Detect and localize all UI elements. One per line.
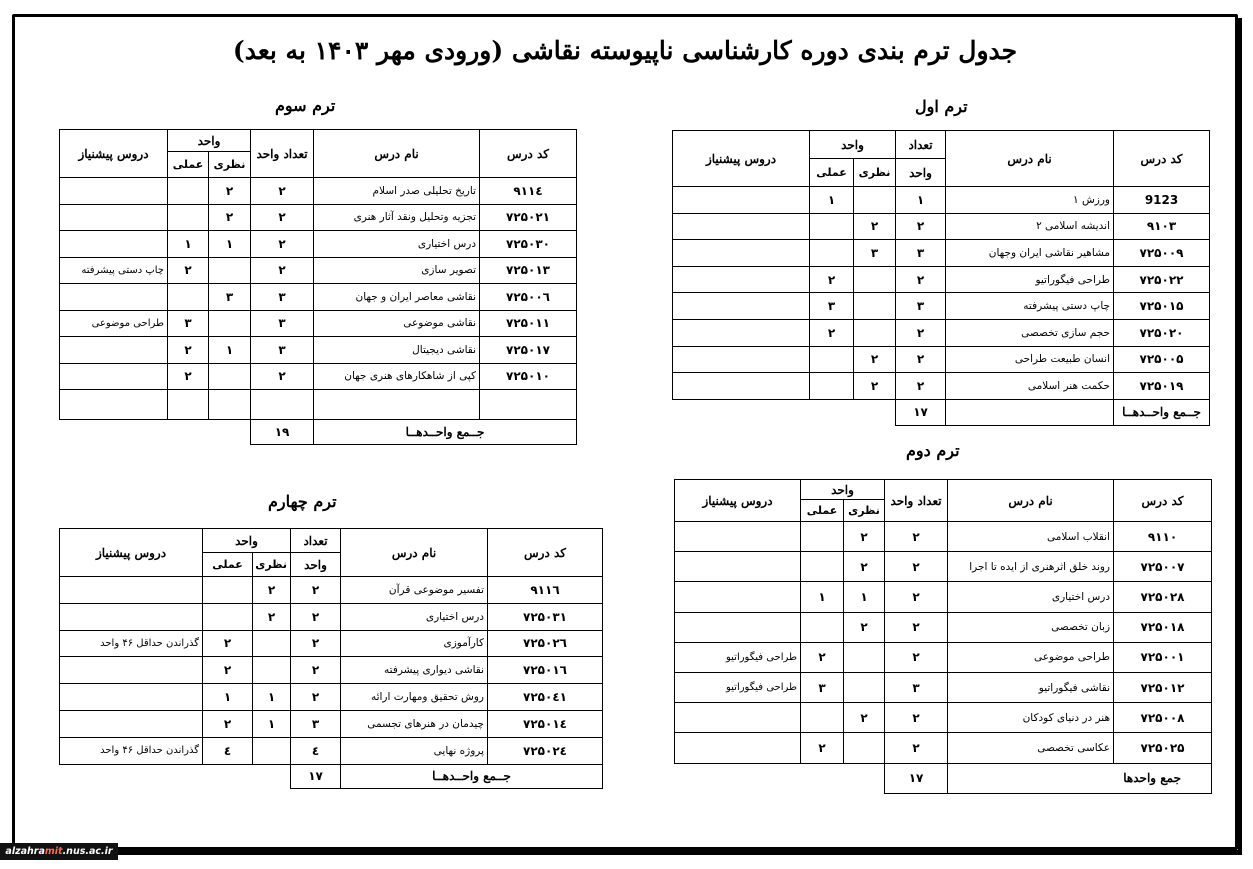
header-name: نام درس [341,529,488,577]
cell-practical: ۱ [810,187,854,214]
watermark-highlight: mit [44,846,63,857]
header-practical: عملی [168,152,209,178]
term-1-table [672,130,1210,426]
cell-code: ۷۲۵۰۳۱ [488,603,603,630]
term-2-title: ترم دوم [906,441,960,460]
cell-practical [168,178,209,205]
table-row [60,363,577,390]
cell-count: ۲ [251,231,314,258]
table-row [60,178,577,205]
empty-row [60,390,577,420]
cell-practical: ۳ [810,293,854,320]
total-row [60,764,603,788]
cell-prereq [673,266,810,293]
cell-name: انسان طبیعت طراحی [946,346,1114,373]
cell-practical [801,612,844,642]
total-label: جــمع واحــدهــا [341,764,603,788]
cell-name: انقلاب اسلامی [948,522,1114,552]
cell-practical: ۲ [810,266,854,293]
cell-prereq [673,213,810,240]
cell-count: ۲ [896,319,946,346]
header-code: کد درس [1114,480,1212,522]
cell-prereq [60,657,203,684]
cell-code: ۷۲۵۰۲۱ [480,204,577,231]
table-row [60,710,603,737]
header-code: کد درس [480,130,577,178]
cell-name: زبان تخصصی [948,612,1114,642]
cell-name: حجم سازی تخصصی [946,319,1114,346]
cell-name: تاریخ تحلیلی صدر اسلام [314,178,480,205]
table-row [60,310,577,337]
cell-prereq [60,363,168,390]
header-name: نام درس [946,131,1114,187]
cell-theory [854,187,896,214]
header-name: نام درس [948,480,1114,522]
cell-prereq [673,187,810,214]
term-4-table [59,528,603,789]
total-label: جمع واحدها [948,763,1212,793]
cell-prereq: طراحی فیگوراتیو [675,672,801,702]
site-watermark [0,843,118,860]
cell-theory: ۱ [253,684,291,711]
cell-code: ۷۲۵۰۱۲ [1114,672,1212,702]
table-row [60,603,603,630]
header-count-top: تعداد [291,529,341,553]
term-4-title: ترم چهارم [268,492,337,511]
cell-code: ۷۲۵۰۱۱ [480,310,577,337]
cell-prereq [675,582,801,612]
cell-count: ۲ [885,612,948,642]
cell-practical: ۱ [801,582,844,612]
cell-count: ۲ [291,577,341,604]
cell-practical: ۲ [203,630,253,657]
cell-theory: ۲ [844,522,885,552]
cell-theory: ۲ [253,603,291,630]
cell-theory [844,672,885,702]
term-2-table [674,479,1212,794]
cell-name: حکمت هنر اسلامی [946,373,1114,400]
cell-practical: ۳ [168,310,209,337]
table-row [673,213,1210,240]
table-row [673,266,1210,293]
table-row [60,577,603,604]
cell-count: ۲ [291,630,341,657]
cell-count: ۲ [251,257,314,284]
term-1-title: ترم اول [915,97,968,116]
table-row [673,373,1210,400]
cell-count: ۲ [885,642,948,672]
cell-code: ۷۲۵۰۳۰ [480,231,577,258]
table-row [60,257,577,284]
table-row [675,733,1212,763]
cell-name: تصویر سازی [314,257,480,284]
cell-count: ۲ [885,552,948,582]
header-count-bottom: واحد [896,159,946,187]
table-row [675,552,1212,582]
cell-prereq [673,346,810,373]
cell-practical: ۲ [801,733,844,763]
cell-theory [854,293,896,320]
cell-practical [801,522,844,552]
header-prereq: دروس پیشنیاز [60,529,203,577]
header-theory: نظری [253,553,291,577]
cell-theory [209,363,251,390]
cell-name: درس اختیاری [341,603,488,630]
cell-theory: ۲ [844,703,885,733]
header-units: واحد [168,130,251,152]
cell-name: درس اختیاری [314,231,480,258]
header-code: کد درس [1114,131,1210,187]
cell-theory: ۲ [844,612,885,642]
cell-practical: ۳ [801,672,844,702]
cell-code: ۷۲۵۰۱۸ [1114,612,1212,642]
header-code: کد درس [488,529,603,577]
cell-name: نقاشی موضوعی [314,310,480,337]
cell-name: نقاشی معاصر ایران و جهان [314,284,480,311]
cell-prereq [675,522,801,552]
cell-prereq [60,204,168,231]
total-row [60,420,577,445]
cell-practical [810,373,854,400]
cell-prereq: طراحی فیگوراتیو [675,642,801,672]
cell-count: ۳ [896,240,946,267]
cell-count: ۲ [291,684,341,711]
cell-name: طراحی موضوعی [948,642,1114,672]
cell-practical: ٤ [203,737,253,764]
cell-count: ۲ [291,603,341,630]
header-theory: نظری [844,500,885,522]
cell-name: نقاشی فیگوراتیو [948,672,1114,702]
cell-theory: ۲ [209,178,251,205]
cell-name: روش تحقیق ومهارت ارائه [341,684,488,711]
table-row [675,522,1212,552]
cell-theory [854,319,896,346]
cell-count: ۲ [885,522,948,552]
cell-name: روند خلق اثرهنری از ایده تا اجرا [948,552,1114,582]
cell-code: ۷۲۵۰۱۷ [480,337,577,364]
page-title: جدول ترم بندی دوره کارشناسی ناپیوسته نقاشی (ورودی مهر ۱۴۰۳ به بعد) [232,36,1018,65]
cell-code: ۹۱۱۰ [1114,522,1212,552]
cell-count: ۲ [885,703,948,733]
cell-count: ۳ [251,337,314,364]
cell-theory: ۳ [854,240,896,267]
table-row [675,672,1212,702]
cell-theory [253,737,291,764]
cell-prereq [60,178,168,205]
cell-code: ۷۲۵۰٤۱ [488,684,603,711]
table-row [673,319,1210,346]
cell-theory [844,642,885,672]
cell-prereq [675,733,801,763]
header-prereq: دروس پیشنیاز [675,480,801,522]
cell-prereq: طراحی موضوعی [60,310,168,337]
cell-practical: ۱ [168,231,209,258]
cell-theory [209,310,251,337]
header-units: واحد [203,529,291,553]
cell-prereq [60,603,203,630]
cell-count: ٤ [291,737,341,764]
cell-practical: ۲ [801,642,844,672]
cell-name: درس اختیاری [948,582,1114,612]
cell-practical [810,346,854,373]
cell-prereq [60,231,168,258]
cell-name: عکاسی تخصصی [948,733,1114,763]
cell-count: ۲ [896,346,946,373]
cell-name: نقاشی دیجیتال [314,337,480,364]
table-row [675,703,1212,733]
header-units: واحد [801,480,885,500]
frame-shadow-bottom [18,850,1240,855]
cell-count: ۲ [251,363,314,390]
cell-theory: ۲ [854,213,896,240]
cell-practical: ۲ [168,337,209,364]
cell-code: ۷۲۵۰۰۹ [1114,240,1210,267]
table-row [673,187,1210,214]
cell-code: ۷۲۵۰۱۵ [1114,293,1210,320]
cell-code: ۷۲۵۰۰۱ [1114,642,1212,672]
cell-count: ۳ [251,284,314,311]
cell-theory: ۲ [854,373,896,400]
cell-count: ۳ [291,710,341,737]
cell-count: ۳ [251,310,314,337]
cell-prereq [673,293,810,320]
watermark-suffix: .nus.ac.ir [62,846,113,857]
cell-prereq [673,319,810,346]
cell-practical: ۲ [810,319,854,346]
cell-count: ۲ [885,582,948,612]
header-prereq: دروس پیشنیاز [673,131,810,187]
header-prereq: دروس پیشنیاز [60,130,168,178]
cell-name: چیدمان در هنرهای تجسمی [341,710,488,737]
total-row [675,763,1212,793]
cell-count: ۳ [885,672,948,702]
cell-practical: ۲ [203,657,253,684]
cell-prereq: چاپ دستی پیشرفته [60,257,168,284]
total-label: جــمع واحــدهــا [314,420,577,445]
cell-code: ۹۱۱٦ [488,577,603,604]
cell-name: مشاهیر نقاشی ایران وجهان [946,240,1114,267]
header-practical: عملی [801,500,844,522]
cell-code: ۷۲۵۰۲٤ [488,737,603,764]
cell-count: ۱ [896,187,946,214]
table-row [675,612,1212,642]
cell-name: تجزیه وتحلیل ونقد آثار هنری [314,204,480,231]
cell-practical [168,204,209,231]
table-row [60,684,603,711]
cell-theory: ۲ [253,577,291,604]
cell-name: تفسیر موضوعی قرآن [341,577,488,604]
cell-code: ۷۲۵۰۲۵ [1114,733,1212,763]
cell-prereq [60,284,168,311]
table-row [675,642,1212,672]
total-value: ۱۹ [251,420,314,445]
cell-prereq [675,612,801,642]
header-count: تعداد واحد [251,130,314,178]
cell-count: ۲ [291,657,341,684]
header-name: نام درس [314,130,480,178]
cell-prereq: گذراندن حداقل ۴۶ واحد [60,737,203,764]
cell-code: ۷۲۵۰۱٤ [488,710,603,737]
cell-theory: ۲ [844,552,885,582]
cell-name: نقاشی دیواری پیشرفته [341,657,488,684]
cell-code: ۷۲۵۰۲٦ [488,630,603,657]
cell-practical [203,603,253,630]
frame-shadow-right [1238,18,1242,855]
table-row [675,582,1212,612]
cell-practical: ۲ [203,710,253,737]
table-row [60,204,577,231]
cell-count: ۲ [251,178,314,205]
cell-theory: ۱ [209,337,251,364]
cell-code: ۷۲۵۰۰٦ [480,284,577,311]
cell-code: ۷۲۵۰۲۰ [1114,319,1210,346]
cell-code: ۹۱۱٤ [480,178,577,205]
cell-theory: ۲ [209,204,251,231]
cell-name: هنر در دنیای کودکان [948,703,1114,733]
header-theory: نظری [854,159,896,187]
table-row [60,231,577,258]
cell-code: ۷۲۵۰۱۳ [480,257,577,284]
cell-theory [209,257,251,284]
cell-prereq [673,373,810,400]
cell-theory: ۲ [854,346,896,373]
cell-practical [801,703,844,733]
cell-code: ۷۲۵۰۱۹ [1114,373,1210,400]
cell-prereq [60,684,203,711]
cell-practical [810,240,854,267]
total-label: جــمع واحــدهــا [1114,399,1210,425]
cell-count: ۲ [885,733,948,763]
header-units: واحد [810,131,896,159]
cell-theory [844,733,885,763]
cell-prereq: گذراندن حداقل ۴۶ واحد [60,630,203,657]
cell-name: پروژه نهایی [341,737,488,764]
cell-code: ۷۲۵۰۰۵ [1114,346,1210,373]
cell-code: ۷۲۵۰۱٦ [488,657,603,684]
header-practical: عملی [810,159,854,187]
header-count-bottom: واحد [291,553,341,577]
cell-prereq [60,577,203,604]
cell-theory: ۱ [209,231,251,258]
cell-practical: ۱ [203,684,253,711]
total-value: ۱۷ [885,763,948,793]
header-practical: عملی [203,553,253,577]
cell-theory: ۱ [253,710,291,737]
cell-theory [253,630,291,657]
cell-code: ۷۲۵۰۰۷ [1114,552,1212,582]
cell-code: ۹۱۰۳ [1114,213,1210,240]
cell-practical: ۲ [168,363,209,390]
cell-practical [203,577,253,604]
table-row [60,284,577,311]
cell-prereq [60,337,168,364]
table-row [673,346,1210,373]
cell-practical [810,213,854,240]
cell-count: ۲ [896,213,946,240]
cell-name: طراحی فیگوراتیو [946,266,1114,293]
cell-theory: ۳ [209,284,251,311]
cell-code: ۷۲۵۰۱۰ [480,363,577,390]
header-count-top: تعداد [896,131,946,159]
cell-code: ۷۲۵۰۰۸ [1114,703,1212,733]
cell-practical: ۲ [168,257,209,284]
table-row [60,657,603,684]
term-3-title: ترم سوم [275,96,336,115]
cell-practical [801,552,844,582]
cell-name: اندیشه اسلامی ۲ [946,213,1114,240]
cell-count: ۳ [896,293,946,320]
watermark-prefix: alzahra [5,846,45,857]
cell-name: ورزش ۱ [946,187,1114,214]
cell-prereq [673,240,810,267]
total-row [673,399,1210,425]
cell-practical [168,284,209,311]
total-value: ۱۷ [896,399,946,425]
cell-name: کارآموزی [341,630,488,657]
table-row [60,337,577,364]
header-count: تعداد واحد [885,480,948,522]
table-row [60,737,603,764]
term-3-table [59,129,577,445]
cell-name: کپی از شاهکارهای هنری جهان [314,363,480,390]
cell-count: ۲ [896,266,946,293]
table-row [673,240,1210,267]
table-row [673,293,1210,320]
cell-count: ۲ [251,204,314,231]
cell-code: ۷۲۵۰۲۸ [1114,582,1212,612]
table-row [60,630,603,657]
total-value: ۱۷ [291,764,341,788]
cell-code: ۷۲۵۰۲۲ [1114,266,1210,293]
cell-code: 9123 [1114,187,1210,214]
cell-prereq [675,552,801,582]
cell-count: ۲ [896,373,946,400]
cell-theory [854,266,896,293]
cell-theory [253,657,291,684]
cell-prereq [675,703,801,733]
header-theory: نظری [209,152,251,178]
cell-prereq [60,710,203,737]
cell-theory: ۱ [844,582,885,612]
cell-name: چاپ دستی پیشرفته [946,293,1114,320]
